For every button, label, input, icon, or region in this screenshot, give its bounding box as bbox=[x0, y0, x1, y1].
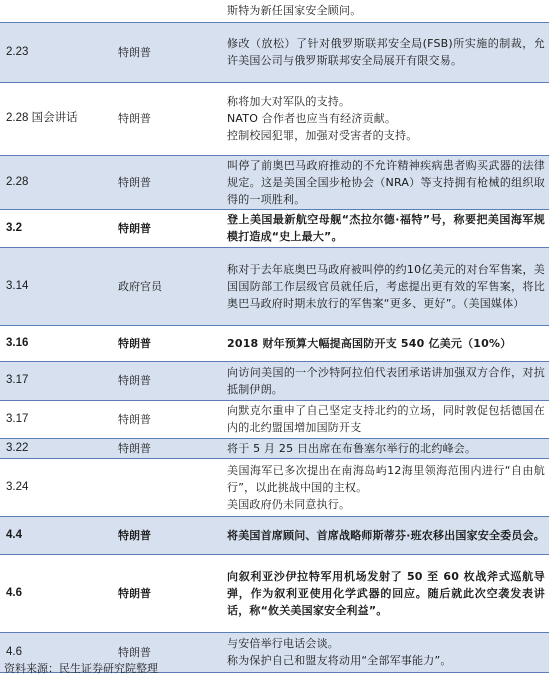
event-text: 与安倍举行电话会谈。 bbox=[227, 637, 339, 650]
date-cell: 3.17 bbox=[0, 361, 96, 400]
actor-cell bbox=[96, 458, 225, 516]
event-text: 美国海军已多次提出在南海岛屿12海里领海范围内进行“自由航行”，以此挑战中国的主权。 bbox=[227, 463, 545, 494]
event-cell bbox=[225, 0, 549, 22]
event-text: 控制校园犯罪，加强对受害者的支持。 bbox=[227, 129, 418, 142]
table-row bbox=[0, 554, 549, 632]
actor-cell: 特朗普 bbox=[96, 22, 225, 82]
table-row bbox=[0, 361, 549, 400]
date-cell: 3.2 bbox=[0, 209, 96, 247]
event-text: 向默克尔重申了自己坚定支持北约的立场，同时敦促包括德国在内的北约盟国增加国防开支 bbox=[227, 404, 545, 434]
actor-cell: 特朗普 bbox=[96, 438, 225, 458]
table-row bbox=[0, 209, 549, 247]
table-row bbox=[0, 0, 549, 22]
event-text: 登上美国最新航空母舰“杰拉尔德·福特”号，称要把美国海军规模打造成“史上最大”。 bbox=[227, 213, 545, 243]
date-cell: 3.22 bbox=[0, 438, 96, 458]
actor-cell: 特朗普 bbox=[96, 361, 225, 400]
table-row bbox=[0, 247, 549, 325]
table-row bbox=[0, 155, 549, 209]
event-text: 称将加大对军队的支持。 bbox=[227, 95, 351, 108]
event-text: 将美国首席顾问、首席战略师斯蒂芬·班农移出国家安全委员会。 bbox=[227, 528, 545, 542]
event-text: 向访问美国的一个沙特阿拉伯代表团承诺讲加强双方合作，对抗抵制伊朗。 bbox=[227, 365, 545, 396]
table-row bbox=[0, 400, 549, 438]
event-cell bbox=[225, 209, 549, 247]
table-row bbox=[0, 22, 549, 82]
event-cell bbox=[225, 22, 549, 82]
event-text: 2018 财年预算大幅提高国防开支 540 亿美元（10%） bbox=[227, 336, 512, 350]
actor-cell bbox=[96, 0, 225, 22]
event-text: 修改（放松）了针对俄罗斯联邦安全局(FSB)所实施的制裁，允许美国公司与俄罗斯联邦安全局展开有限交易。 bbox=[227, 37, 545, 67]
table-row bbox=[0, 325, 549, 361]
actor-cell: 特朗普 bbox=[96, 632, 225, 672]
event-cell bbox=[225, 361, 549, 400]
event-text: 美国政府仍未同意执行。 bbox=[227, 497, 351, 511]
date-cell: 3.17 bbox=[0, 400, 96, 438]
event-text: NATO 合作者也应当有经济贡献。 bbox=[227, 112, 397, 125]
actor-cell: 特朗普 bbox=[96, 516, 225, 554]
event-text: 将于 5 月 25 日出席在布鲁塞尔举行的北约峰会。 bbox=[227, 441, 477, 455]
table-row bbox=[0, 516, 549, 554]
event-cell bbox=[225, 516, 549, 554]
date-cell: 3.24 bbox=[0, 458, 96, 516]
event-cell bbox=[225, 632, 549, 672]
event-cell bbox=[225, 458, 549, 516]
date-cell bbox=[0, 0, 96, 22]
date-cell: 4.6 bbox=[0, 554, 96, 632]
event-cell bbox=[225, 325, 549, 361]
event-cell bbox=[225, 554, 549, 632]
date-cell: 3.14 bbox=[0, 247, 96, 325]
date-cell: 2.28 bbox=[0, 155, 96, 209]
date-cell: 3.16 bbox=[0, 325, 96, 361]
event-cell bbox=[225, 155, 549, 209]
event-text: 向叙利亚沙伊拉特军用机场发射了 50 至 60 枚战斧式巡航导弹，作为叙利亚使用化学武器的回应。随后就此次空袭发表讲话，称“攸关美国家安全利益”。 bbox=[227, 569, 545, 617]
event-text: 斯特为新任国家安全顾问。 bbox=[227, 4, 362, 18]
actor-cell: 政府官员 bbox=[96, 247, 225, 325]
actor-cell: 特朗普 bbox=[96, 82, 225, 155]
actor-cell: 特朗普 bbox=[96, 554, 225, 632]
event-cell bbox=[225, 247, 549, 325]
date-cell: 4.6 bbox=[0, 632, 96, 672]
actor-cell: 特朗普 bbox=[96, 209, 225, 247]
date-cell: 2.23 bbox=[0, 22, 96, 82]
event-cell bbox=[225, 82, 549, 155]
date-cell: 4.4 bbox=[0, 516, 96, 554]
event-cell bbox=[225, 400, 549, 438]
actor-cell: 特朗普 bbox=[96, 325, 225, 361]
source-note: 资料来源：民生证券研究院整理 bbox=[4, 662, 158, 675]
actor-cell: 特朗普 bbox=[96, 400, 225, 438]
table-row bbox=[0, 458, 549, 516]
event-text: 称为保护自己和盟友将动用“全部军事能力”。 bbox=[227, 654, 452, 667]
event-cell bbox=[225, 438, 549, 458]
actor-cell: 特朗普 bbox=[96, 155, 225, 209]
table-row bbox=[0, 82, 549, 155]
event-text: 称对于去年底奥巴马政府被叫停的约10亿美元的对台军售案，美国国防部工作层级官员就任后，考虑提出更有效的军售案，将比奥巴马政府时期未放行的军售案“更多、更好”。（美国媒体） bbox=[227, 262, 545, 310]
date-cell: 2.28 国会讲话 bbox=[0, 82, 96, 155]
table-row bbox=[0, 438, 549, 458]
event-text: 叫停了前奥巴马政府推动的不允许精神疾病患者购买武器的法律规定。这是美国全国步枪协会（NRA）等支持拥有枪械的组织取得的一项胜利。 bbox=[227, 158, 545, 206]
